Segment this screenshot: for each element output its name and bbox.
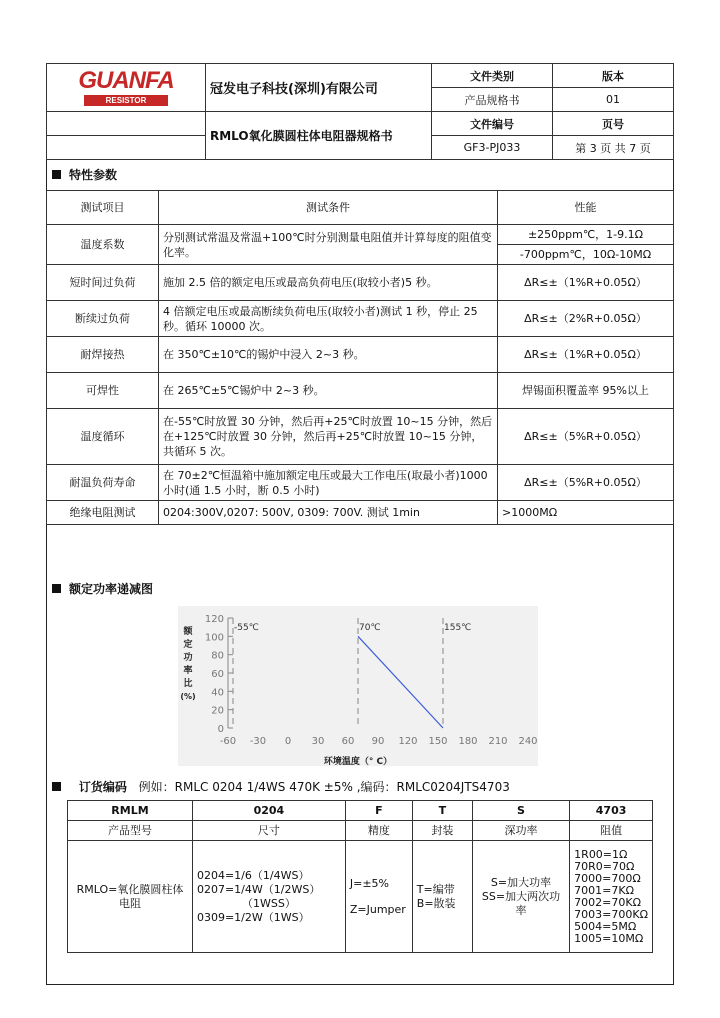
spec-cond: 分别测试常温及常温+100℃时分别测量电阻值并计算每度的阻值变化率。 xyxy=(159,225,498,265)
order-value-item: 1005=10MΩ xyxy=(574,931,644,945)
order-package-item: T=编带 xyxy=(416,882,455,896)
order-example: 例如：RMLC 0204 1/4WS 470K ±5% ,编码：RMLC0204JTS4703 xyxy=(138,780,510,794)
order-power-item: S=加大功率 xyxy=(490,875,552,889)
y-tick-label: 40 xyxy=(211,687,224,699)
y-axis-label-char: 率 xyxy=(183,666,193,676)
order-code: 4703 xyxy=(570,801,653,821)
spec-perf: ΔR≤±（1%R+0.05Ω） xyxy=(498,337,674,373)
order-value-item: 7002=70KΩ xyxy=(574,895,641,909)
x-tick-label: 120 xyxy=(398,736,418,747)
order-label: 尺寸 xyxy=(192,821,345,841)
order-value-item: 7001=7KΩ xyxy=(574,883,635,897)
order-code: 0204 xyxy=(192,801,345,821)
company-name: 冠发电子科技(深圳)有限公司 xyxy=(206,64,432,112)
spec-item: 断续过负荷 xyxy=(47,301,159,337)
spec-item: 耐温负荷寿命 xyxy=(47,465,159,501)
spec-header: 测试条件 xyxy=(159,191,498,225)
order-precision-item: Z=Jumper xyxy=(349,902,406,916)
marker-label: 70℃ xyxy=(359,623,381,633)
x-tick-label: 180 xyxy=(458,736,478,747)
order-section-title: 订货编码 xyxy=(78,780,127,794)
order-value-item: 7000=700Ω xyxy=(574,871,641,885)
x-tick-label: 90 xyxy=(371,736,385,747)
doc-no-value: GF3-PJ033 xyxy=(432,136,553,160)
order-label: 产品型号 xyxy=(68,821,193,841)
spec-perf: ΔR≤±（2%R+0.05Ω） xyxy=(498,301,674,337)
spec-cond: 4 倍额定电压或最高断续负荷电压(取较小者)测试 1 秒，停止 25 秒。循环 10000 次。 xyxy=(159,301,498,337)
logo-text: GUANFA xyxy=(78,67,174,94)
x-tick-label: 60 xyxy=(341,736,355,747)
doc-type-value: 产品规格书 xyxy=(432,88,553,112)
doc-no-label: 文件编号 xyxy=(432,112,553,136)
spec-item: 温度系数 xyxy=(47,225,159,265)
y-axis-label-char: 额 xyxy=(183,627,193,637)
order-package-item: B=散装 xyxy=(416,896,456,910)
y-tick-label: 100 xyxy=(204,632,224,644)
order-model: RMLO=氧化膜圆柱体电阻 xyxy=(68,841,193,953)
spec-perf: ±250ppm℃，1-9.1Ω xyxy=(498,225,674,245)
order-code: T xyxy=(412,801,472,821)
order-power-item: SS=加大两次功率 xyxy=(481,889,561,917)
page-value: 第 3 页 共 7 页 xyxy=(553,136,674,160)
order-label: 精度 xyxy=(345,821,412,841)
derating-chart xyxy=(178,606,538,766)
marker-label: 155℃ xyxy=(444,623,472,633)
spec-cond: 施加 2.5 倍的额定电压或最高负荷电压(取较小者)5 秒。 xyxy=(159,265,498,301)
spec-cond: 在-55℃时放置 30 分钟，然后再+25℃时放置 10~15 分钟，然后在+125℃时放置 30 分钟，然后再+25℃时放置 10~15 分钟，共循环 5 次。 xyxy=(159,409,498,465)
order-code: F xyxy=(345,801,412,821)
doc-title: RMLO氧化膜圆柱体电阻器规格书 xyxy=(206,112,432,160)
spec-table xyxy=(46,190,674,525)
y-tick-label: 80 xyxy=(211,650,224,662)
order-size-item: 0204=1/6（1/4WS） xyxy=(196,868,310,882)
order-sizes xyxy=(192,841,345,953)
page-label: 页号 xyxy=(553,112,674,136)
order-label: 阻值 xyxy=(570,821,653,841)
spec-cond: 在 70±2℃恒温箱中施加额定电压或最大工作电压(取最小者)1000 小时(通 1.5 小时，断 0.5 小时) xyxy=(159,465,498,501)
spec-cond: 0204:300V,0207: 500V, 0309: 700V. 测试 1min xyxy=(159,501,498,525)
spec-item: 温度循环 xyxy=(47,409,159,465)
marker-label: -55℃ xyxy=(234,623,259,633)
x-tick-label: -30 xyxy=(249,736,267,747)
order-label: 深功率 xyxy=(472,821,569,841)
spec-header: 性能 xyxy=(498,191,674,225)
spec-perf: -700ppm℃，10Ω-10MΩ xyxy=(498,245,674,265)
spec-perf: ΔR≤±（5%R+0.05Ω） xyxy=(498,465,674,501)
order-value-item: 7003=700KΩ xyxy=(574,907,648,921)
order-size-item: 0309=1/2W（1WS） xyxy=(196,910,310,924)
x-axis-label: 环境温度（° C） xyxy=(323,757,393,766)
spec-perf: ΔR≤±（5%R+0.05Ω） xyxy=(498,409,674,465)
spec-cond: 在 265℃±5℃锡炉中 2~3 秒。 xyxy=(159,373,498,409)
order-size-item: （1WSS） xyxy=(241,896,296,910)
order-code: RMLM xyxy=(68,801,193,821)
logo-sub: RESISTOR xyxy=(84,95,169,106)
order-values xyxy=(570,841,653,953)
order-value-item: 70R0=70Ω xyxy=(574,859,635,873)
y-axis-label-char: 定 xyxy=(183,640,193,650)
y-axis-label-char: 比 xyxy=(183,679,193,689)
spec-perf: 焊锡面积覆盖率 95%以上 xyxy=(498,373,674,409)
spec-item: 绝缘电阻测试 xyxy=(47,501,159,525)
y-axis-label-char: 功 xyxy=(183,653,193,663)
y-tick-label: 20 xyxy=(211,705,224,717)
order-precision xyxy=(345,841,412,953)
order-value-item: 1R00=1Ω xyxy=(574,847,628,861)
spec-item: 短时间过负荷 xyxy=(47,265,159,301)
y-axis-label-unit: (%) xyxy=(180,692,196,701)
y-tick-label: 60 xyxy=(211,669,224,680)
order-precision-item: J=±5% xyxy=(349,876,389,890)
y-tick-label: 0 xyxy=(217,724,224,735)
x-tick-label: -60 xyxy=(219,736,237,747)
version-value: 01 xyxy=(553,88,674,112)
spec-header: 测试项目 xyxy=(47,191,159,225)
order-value-item: 5004=5MΩ xyxy=(574,919,637,933)
spec-item: 可焊性 xyxy=(47,373,159,409)
order-code: S xyxy=(472,801,569,821)
spec-item: 耐焊接热 xyxy=(47,337,159,373)
x-tick-label: 150 xyxy=(428,736,448,747)
x-tick-label: 30 xyxy=(311,736,325,747)
section-title-derating: 额定功率递减图 xyxy=(52,580,153,597)
order-power xyxy=(472,841,569,953)
doc-type-label: 文件类别 xyxy=(432,64,553,88)
order-label: 封装 xyxy=(412,821,472,841)
spec-perf: ΔR≤±（1%R+0.05Ω） xyxy=(498,265,674,301)
order-line xyxy=(52,778,510,795)
order-package xyxy=(412,841,472,953)
spec-cond: 在 350℃±10℃的锡炉中浸入 2~3 秒。 xyxy=(159,337,498,373)
spec-perf: >1000MΩ xyxy=(498,501,674,525)
section-title-specs: 特性参数 xyxy=(52,166,117,183)
header-table xyxy=(46,63,674,160)
x-tick-label: 210 xyxy=(488,736,508,747)
order-table xyxy=(67,800,653,953)
logo xyxy=(47,64,206,112)
order-size-item: 0207=1/4W（1/2WS） xyxy=(196,882,321,896)
y-tick-label: 120 xyxy=(204,614,224,625)
x-tick-label: 240 xyxy=(518,736,538,747)
derating-chart-svg xyxy=(178,606,538,766)
version-label: 版本 xyxy=(553,64,674,88)
x-tick-label: 0 xyxy=(284,736,292,747)
